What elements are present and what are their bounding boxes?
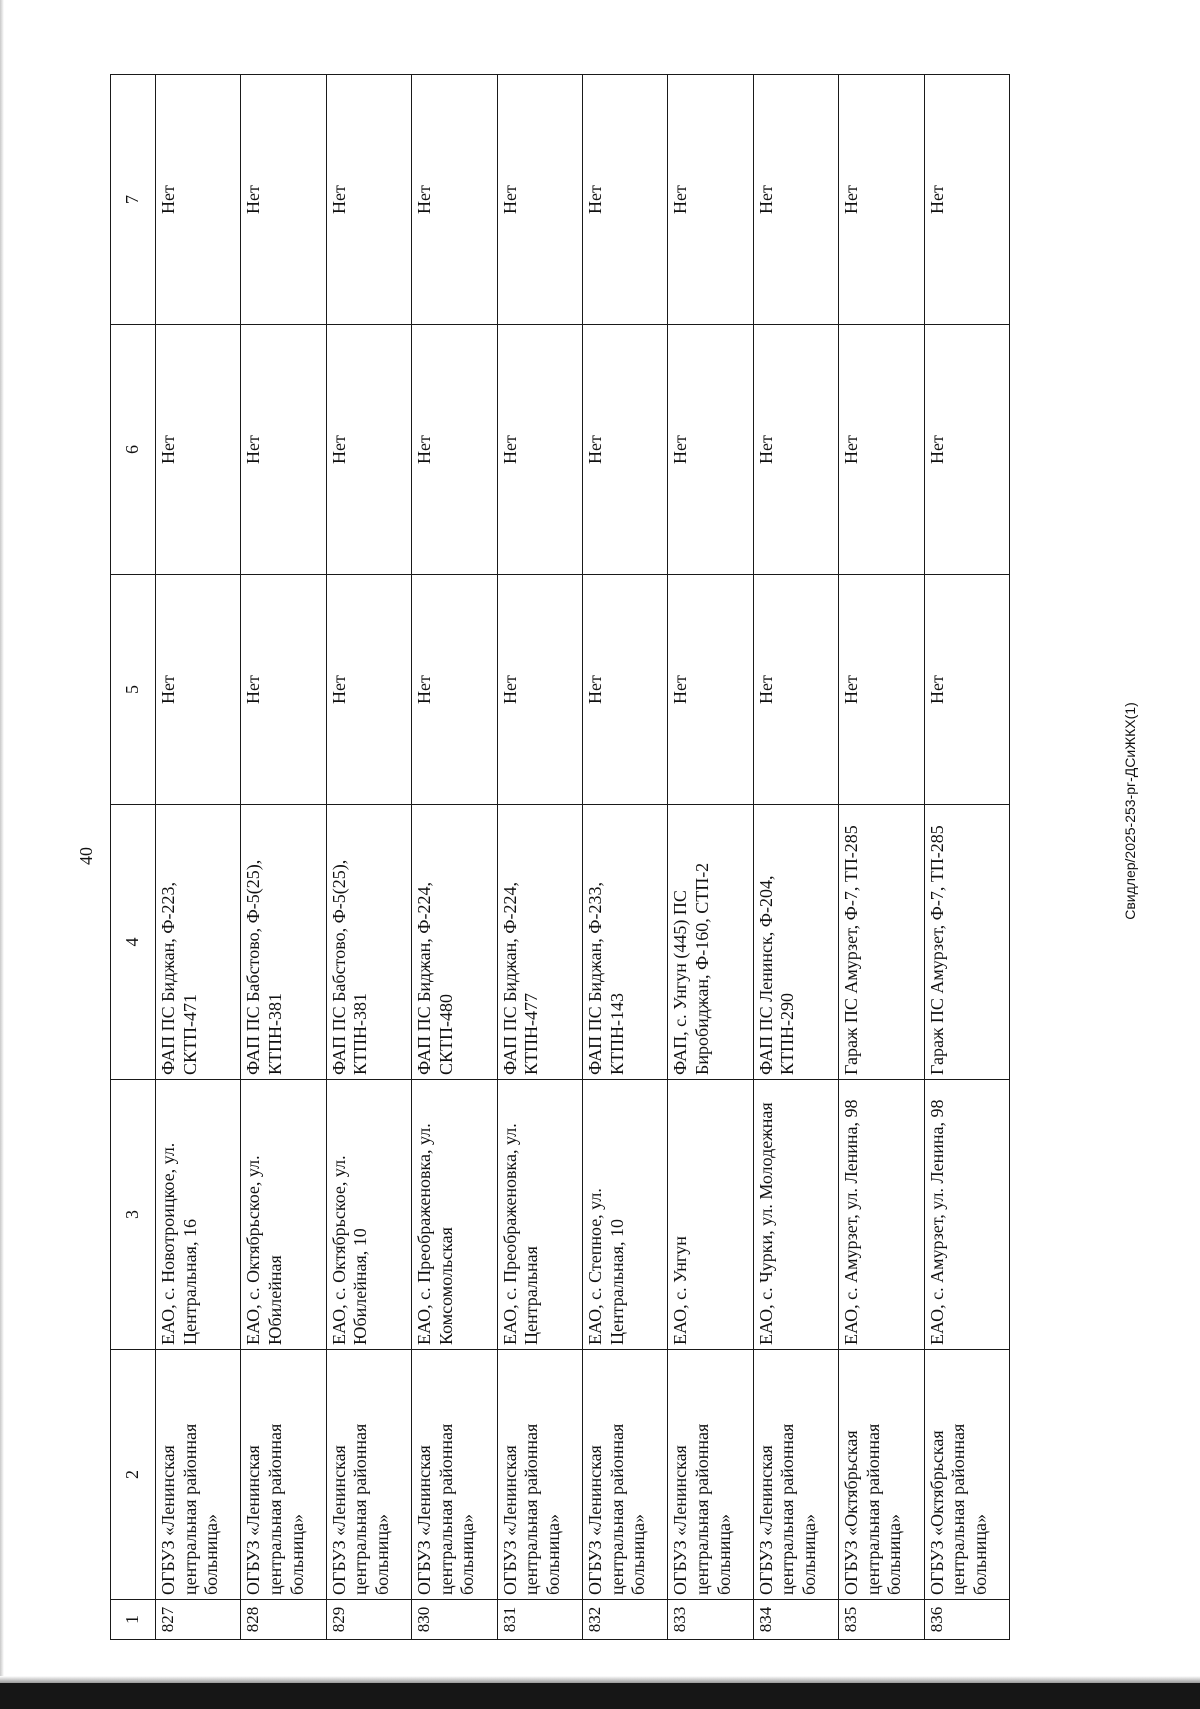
organization-cell: ОГБУЗ «Ленинская центральная районная больница»: [412, 1350, 497, 1600]
document-footer-code: Свидлер/2025-253-рг-ДСиЖКХ(1): [1122, 702, 1138, 920]
row-number: 830: [412, 1600, 497, 1640]
column-6-cell: Нет: [839, 325, 924, 575]
scan-bottom-edge: [0, 1683, 1200, 1709]
column-7-cell: Нет: [412, 75, 497, 325]
row-number: 827: [156, 1600, 241, 1640]
address-cell: ЕАО, с. Степное, ул. Центральная, 10: [582, 1080, 667, 1350]
header-cell-3: 3: [111, 1080, 156, 1350]
column-6-cell: Нет: [326, 325, 411, 575]
row-number: 833: [668, 1600, 753, 1640]
row-number: 835: [839, 1600, 924, 1640]
object-cell: ФАП ПС Биджан, Ф-233, КТПН-143: [582, 805, 667, 1080]
address-cell: ЕАО, с. Унгун: [668, 1080, 753, 1350]
row-number: 829: [326, 1600, 411, 1640]
row-number: 832: [582, 1600, 667, 1640]
column-5-cell: Нет: [753, 575, 838, 805]
table-header-row: [111, 75, 156, 1640]
table-row: [582, 75, 667, 1640]
address-cell: ЕАО, с. Октябрьское, ул. Юбилейная: [241, 1080, 326, 1350]
column-7-cell: Нет: [582, 75, 667, 325]
address-cell: ЕАО, с. Октябрьское, ул. Юбилейная, 10: [326, 1080, 411, 1350]
column-6-cell: Нет: [241, 325, 326, 575]
row-number: 836: [924, 1600, 1009, 1640]
column-5-cell: Нет: [497, 575, 582, 805]
table-row: [412, 75, 497, 1640]
scan-edge: [0, 0, 4, 1709]
organization-cell: ОГБУЗ «Октябрьская центральная районная больница»: [839, 1350, 924, 1600]
header-cell-6: 6: [111, 325, 156, 575]
column-7-cell: Нет: [326, 75, 411, 325]
column-5-cell: Нет: [924, 575, 1009, 805]
column-5-cell: Нет: [241, 575, 326, 805]
table-row: [753, 75, 838, 1640]
table-row: [241, 75, 326, 1640]
object-cell: ФАП ПС Ленинск, Ф-204, КТПН-290: [753, 805, 838, 1080]
column-6-cell: Нет: [582, 325, 667, 575]
document-table-rotated: [110, 75, 1010, 1640]
table-row: [668, 75, 753, 1640]
row-number: 834: [753, 1600, 838, 1640]
organization-cell: ОГБУЗ «Октябрьская центральная районная больница»: [924, 1350, 1009, 1600]
object-cell: ФАП ПС Биджан, Ф-224, СКТП-480: [412, 805, 497, 1080]
page-number: 40: [76, 847, 96, 865]
organization-cell: ОГБУЗ «Ленинская центральная районная больница»: [241, 1350, 326, 1600]
object-cell: ФАП ПС Биджан, Ф-223, СКТП-471: [156, 805, 241, 1080]
header-cell-2: 2: [111, 1350, 156, 1600]
table-row: [924, 75, 1009, 1640]
header-cell-4: 4: [111, 805, 156, 1080]
table-row: [497, 75, 582, 1640]
column-6-cell: Нет: [497, 325, 582, 575]
column-5-cell: Нет: [668, 575, 753, 805]
column-5-cell: Нет: [839, 575, 924, 805]
column-7-cell: Нет: [497, 75, 582, 325]
column-5-cell: Нет: [582, 575, 667, 805]
document-table: [110, 74, 1010, 1640]
address-cell: ЕАО, с. Преображеновка, ул. Комсомольская: [412, 1080, 497, 1350]
address-cell: ЕАО, с. Новотроицкое, ул. Центральная, 16: [156, 1080, 241, 1350]
organization-cell: ОГБУЗ «Ленинская центральная районная больница»: [497, 1350, 582, 1600]
column-7-cell: Нет: [924, 75, 1009, 325]
column-7-cell: Нет: [839, 75, 924, 325]
organization-cell: ОГБУЗ «Ленинская центральная районная больница»: [668, 1350, 753, 1600]
header-cell-1: 1: [111, 1600, 156, 1640]
header-cell-5: 5: [111, 575, 156, 805]
table-row: [326, 75, 411, 1640]
organization-cell: ОГБУЗ «Ленинская центральная районная больница»: [753, 1350, 838, 1600]
address-cell: ЕАО, с. Преображеновка, ул. Центральная: [497, 1080, 582, 1350]
column-7-cell: Нет: [156, 75, 241, 325]
object-cell: Гараж ПС Амурзет, Ф-7, ТП-285: [924, 805, 1009, 1080]
object-cell: Гараж ПС Амурзет, Ф-7, ТП-285: [839, 805, 924, 1080]
organization-cell: ОГБУЗ «Ленинская центральная районная больница»: [156, 1350, 241, 1600]
row-number: 831: [497, 1600, 582, 1640]
column-6-cell: Нет: [753, 325, 838, 575]
column-5-cell: Нет: [156, 575, 241, 805]
column-6-cell: Нет: [412, 325, 497, 575]
scan-shadow: [0, 1676, 1200, 1683]
table-row: [839, 75, 924, 1640]
row-number: 828: [241, 1600, 326, 1640]
column-6-cell: Нет: [156, 325, 241, 575]
address-cell: ЕАО, с. Чурки, ул. Молодежная: [753, 1080, 838, 1350]
address-cell: ЕАО, с. Амурзет, ул. Ленина, 98: [924, 1080, 1009, 1350]
table-row: [156, 75, 241, 1640]
object-cell: ФАП ПС Биджан, Ф-224, КТПН-477: [497, 805, 582, 1080]
address-cell: ЕАО, с. Амурзет, ул. Ленина, 98: [839, 1080, 924, 1350]
column-7-cell: Нет: [668, 75, 753, 325]
organization-cell: ОГБУЗ «Ленинская центральная районная больница»: [326, 1350, 411, 1600]
object-cell: ФАП, с. Унгун (445) ПС Биробиджан, Ф-160, СТП-2: [668, 805, 753, 1080]
column-7-cell: Нет: [241, 75, 326, 325]
object-cell: ФАП ПС Бабстово, Ф-5(25), КТПН-381: [326, 805, 411, 1080]
header-cell-7: 7: [111, 75, 156, 325]
column-6-cell: Нет: [924, 325, 1009, 575]
column-7-cell: Нет: [753, 75, 838, 325]
column-6-cell: Нет: [668, 325, 753, 575]
organization-cell: ОГБУЗ «Ленинская центральная районная больница»: [582, 1350, 667, 1600]
column-5-cell: Нет: [326, 575, 411, 805]
object-cell: ФАП ПС Бабстово, Ф-5(25), КТПН-381: [241, 805, 326, 1080]
column-5-cell: Нет: [412, 575, 497, 805]
